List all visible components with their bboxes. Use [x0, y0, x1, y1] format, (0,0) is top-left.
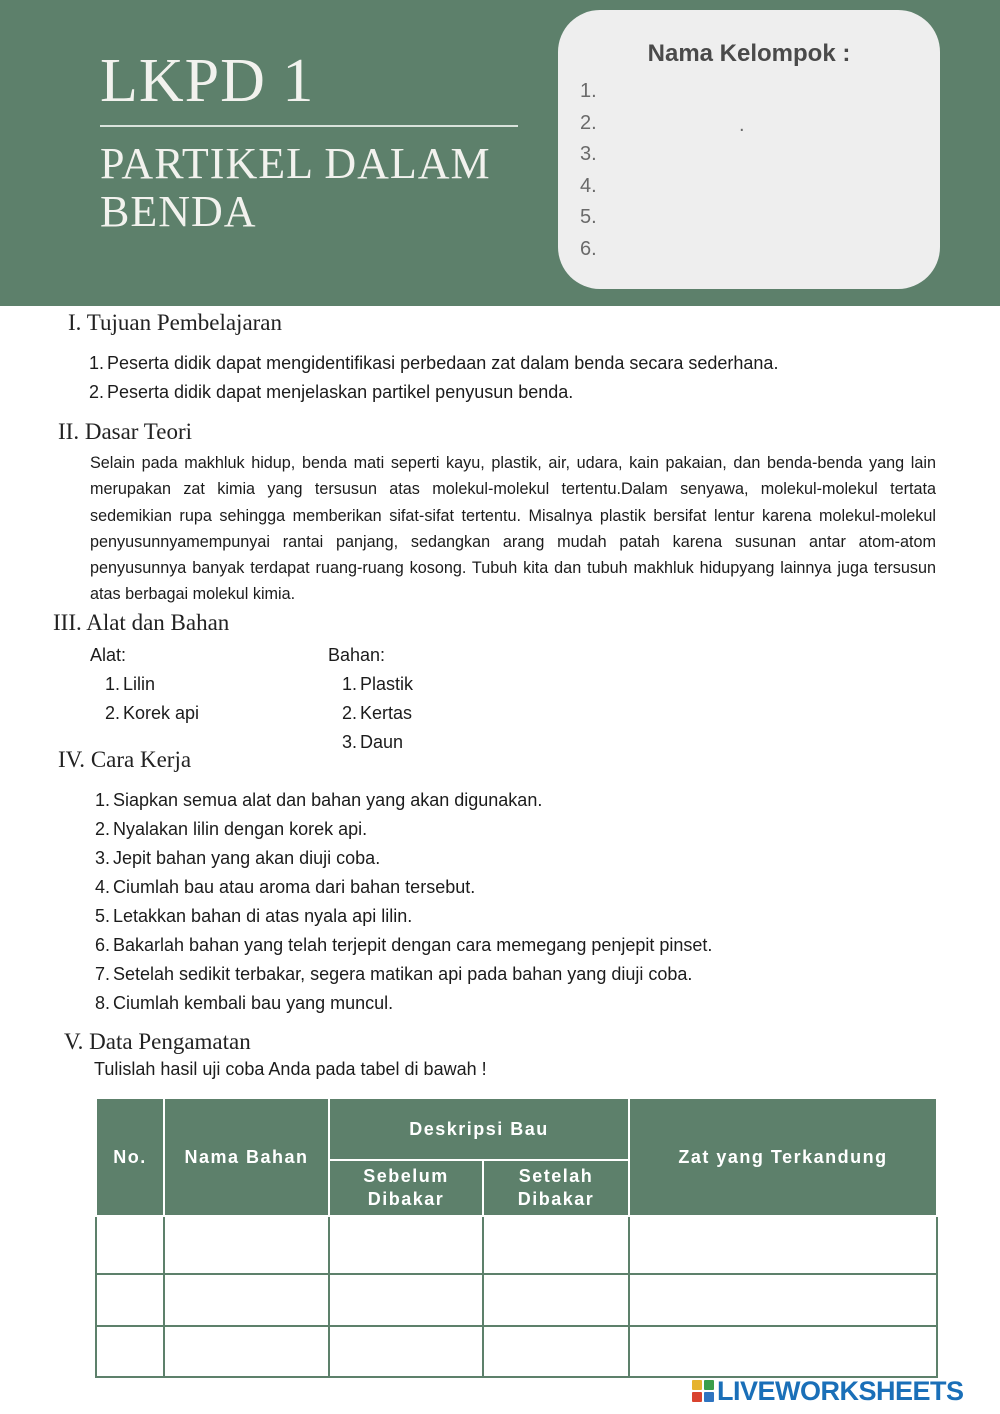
table-cell-input[interactable]: [96, 1326, 164, 1377]
section-numeral: II.: [58, 419, 80, 444]
table-cell-input[interactable]: [629, 1274, 937, 1326]
table-cell-input[interactable]: [483, 1216, 629, 1274]
column-header-nama-bahan: Nama Bahan: [164, 1098, 329, 1216]
table-cell-input[interactable]: [483, 1326, 629, 1377]
section-heading-tujuan: [68, 310, 282, 336]
section-title: Cara Kerja: [90, 747, 192, 772]
table-cell-input[interactable]: [164, 1216, 329, 1274]
bahan-label: Bahan:: [328, 645, 386, 665]
theory-paragraph: Selain pada makhluk hidup, benda mati seperti kayu, plastik, air, udara, kain pakaian, dan benda-benda yang lain merupakan zat kimia yang tersusun atas molekul-molekul tertentu.Dalam senyawa, molekul-molekul tertata sedemikian rupa sehingga memberikan sifat-sifat tertentu. Misalnya plastik bersifat lentur karena molekul-molekul penyusunnyamempunyai rantai panjang, sedangkan arang mudah patah karena susunan antar atom-atom penyusunnya banyak terdapat ruang-ruang kosong. Tubuh kita dan tubuh makhluk hidupyang lainnya juga tersusun atas berbagai molekul kimia.: [90, 454, 936, 604]
list-item: 2. Peserta didik dapat menjelaskan partikel penyusun benda.: [89, 382, 574, 402]
list-item: 5. Letakkan bahan di atas nyala api lilin.: [95, 906, 413, 926]
table-cell-input[interactable]: [164, 1274, 329, 1326]
list-item: 2. Nyalakan lilin dengan korek api.: [95, 819, 368, 839]
table-cell-input[interactable]: [329, 1326, 483, 1377]
list-item: 1. Lilin: [105, 674, 156, 694]
section-heading-alat-bahan: [53, 610, 229, 636]
title-divider: [100, 125, 518, 127]
table-cell-input[interactable]: [96, 1216, 164, 1274]
section-title: Data Pengamatan: [89, 1029, 251, 1054]
group-dot-mark: .: [739, 114, 745, 136]
list-item: 2. Kertas: [342, 703, 413, 723]
table-cell-input[interactable]: [629, 1326, 937, 1377]
section-numeral: V.: [64, 1029, 84, 1054]
section-heading-data-pengamatan: [64, 1029, 251, 1055]
group-member-number: 2.: [580, 111, 597, 134]
section-heading-dasar-teori: [58, 419, 192, 445]
table-instruction: Tulislah hasil uji coba Anda pada tabel di bawah !: [94, 1059, 487, 1079]
liveworksheets-logo-icon: [692, 1380, 714, 1402]
list-item: 7. Setelah sedikit terbakar, segera matikan api pada bahan yang diuji coba.: [95, 964, 693, 984]
list-item: 3. Jepit bahan yang akan diuji coba.: [95, 848, 381, 868]
column-header-deskripsi-bau: Deskripsi Bau: [329, 1098, 629, 1160]
watermark-text: LIVEWORKSHEETS: [717, 1375, 964, 1406]
group-name-box: [558, 10, 940, 289]
table-row: [96, 1274, 937, 1326]
table-cell-input[interactable]: [629, 1216, 937, 1274]
bahan-list: [342, 670, 413, 757]
section-title: Tujuan Pembelajaran: [86, 310, 283, 335]
section-title: Alat dan Bahan: [86, 610, 230, 635]
list-item: 1. Plastik: [342, 674, 414, 694]
alat-label: Alat:: [90, 645, 127, 665]
group-member-number: 1.: [580, 80, 597, 102]
header-banner: [0, 0, 1000, 306]
list-item: 6. Bakarlah bahan yang telah terjepit dengan cara memegang penjepit pinset.: [95, 935, 713, 955]
list-item: 8. Ciumlah kembali bau yang muncul.: [95, 993, 394, 1013]
group-member-number: 5.: [580, 206, 597, 228]
section-numeral: I.: [68, 310, 82, 335]
table-row: [96, 1216, 937, 1274]
group-title: Nama Kelompok :: [647, 40, 851, 67]
group-member-list: [580, 76, 597, 265]
column-header-no: No.: [96, 1098, 164, 1216]
section-title: Dasar Teori: [84, 419, 193, 444]
table-cell-input[interactable]: [483, 1274, 629, 1326]
list-item: 3. Daun: [342, 732, 404, 752]
column-header-setelah-dibakar: Setelah Dibakar: [483, 1160, 629, 1216]
list-item: 2. Korek api: [105, 703, 200, 723]
worksheet-title: LKPD 1: [100, 47, 315, 115]
table-row: [96, 1326, 937, 1377]
column-header-zat: Zat yang Terkandung: [629, 1098, 937, 1216]
list-item: 1. Siapkan semua alat dan bahan yang akan digunakan.: [95, 790, 543, 810]
group-member-number: 6.: [580, 237, 597, 260]
section-numeral: IV.: [58, 747, 86, 772]
observation-table: [95, 1097, 938, 1378]
group-member-number: 3.: [580, 143, 597, 165]
table-cell-input[interactable]: [96, 1274, 164, 1326]
list-item: 1. Peserta didik dapat mengidentifikasi perbedaan zat dalam benda secara sederhana.: [89, 353, 779, 373]
alat-list: [105, 670, 199, 728]
tujuan-list: [89, 349, 778, 407]
table-cell-input[interactable]: [164, 1326, 329, 1377]
column-header-sebelum-dibakar: Sebelum Dibakar: [329, 1160, 483, 1216]
table-cell-input[interactable]: [329, 1216, 483, 1274]
liveworksheets-watermark: [692, 1376, 964, 1406]
cara-kerja-list: [95, 786, 712, 1018]
section-heading-cara-kerja: [58, 747, 191, 773]
table-cell-input[interactable]: [329, 1274, 483, 1326]
group-member-number: 4.: [580, 174, 597, 197]
worksheet-subtitle: PARTIKEL DALAM BENDA: [100, 139, 491, 236]
list-item: 4. Ciumlah bau atau aroma dari bahan tersebut.: [95, 877, 476, 897]
section-numeral: III.: [53, 610, 82, 635]
